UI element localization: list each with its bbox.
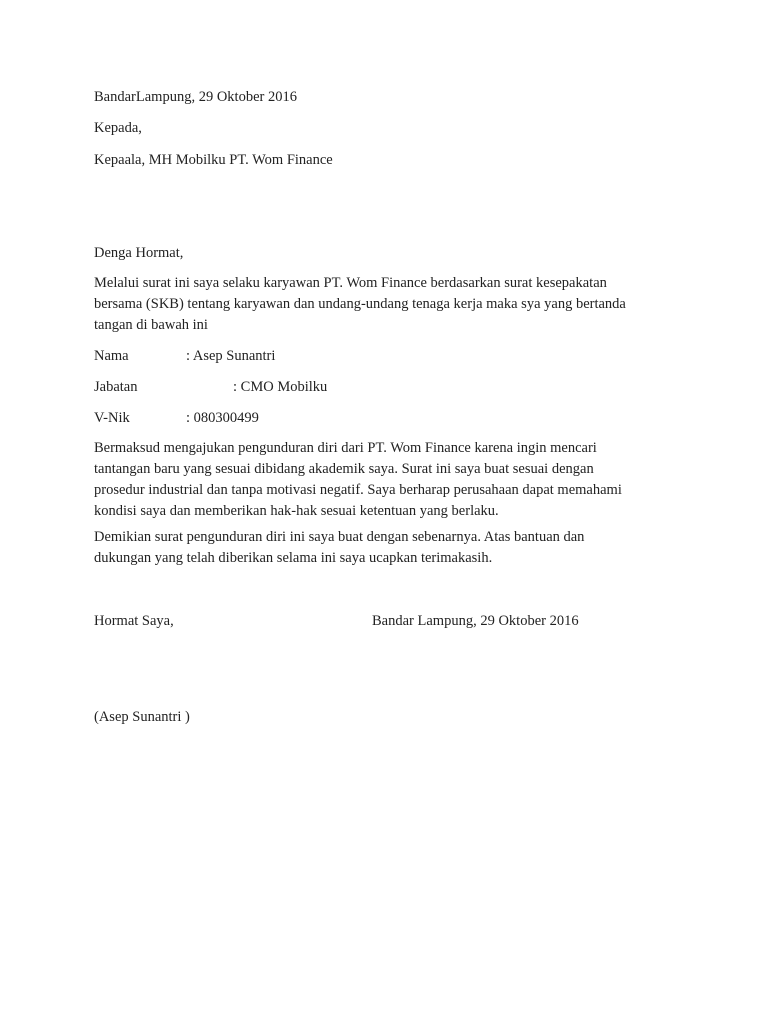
- salutation: Denga Hormat,: [94, 245, 184, 261]
- place-date: BandarLampung, 29 Oktober 2016: [94, 89, 297, 105]
- field-vnik: [94, 409, 494, 427]
- intro-paragraph: Melalui surat ini saya selaku karyawan PT. Wom Finance berdasarkan surat kesepakatan bersama (SKB) tentang karyawan dan undang-undang tenaga kerja maka sya yang bertanda tangan di bawah ini: [94, 275, 626, 333]
- field-label: V-Nik: [94, 410, 130, 426]
- field-label: Jabatan: [94, 379, 138, 395]
- to-label: Kepada,: [94, 120, 142, 136]
- field-value: : 080300499: [186, 410, 259, 426]
- recipient: Kepaala, MH Mobilku PT. Wom Finance: [94, 152, 333, 168]
- field-nama: [94, 347, 494, 365]
- signature-name: (Asep Sunantri ): [94, 709, 190, 725]
- field-label: Nama: [94, 348, 129, 364]
- field-value: : CMO Mobilku: [233, 379, 328, 395]
- sign-place-date: Bandar Lampung, 29 Oktober 2016: [372, 613, 579, 629]
- closing-paragraph: Demikian surat pengunduran diri ini saya buat dengan sebenarnya. Atas bantuan dan dukungan yang telah diberikan selama ini saya ucapkan terimakasih.: [94, 529, 585, 566]
- sign-off: Hormat Saya,: [94, 613, 174, 629]
- body-paragraph: Bermaksud mengajukan pengunduran diri dari PT. Wom Finance karena ingin mencari tantangan baru yang sesuai dibidang akademik saya. Surat ini saya buat sesuai dengan prosedur industrial dan tanpa motivasi negatif. Saya berharap perusahaan dapat memahami kondisi saya dan memberikan hak-hak sesuai ketentuan yang berlaku.: [94, 440, 622, 519]
- field-jabatan: [94, 378, 494, 396]
- field-value: : Asep Sunantri: [186, 348, 276, 364]
